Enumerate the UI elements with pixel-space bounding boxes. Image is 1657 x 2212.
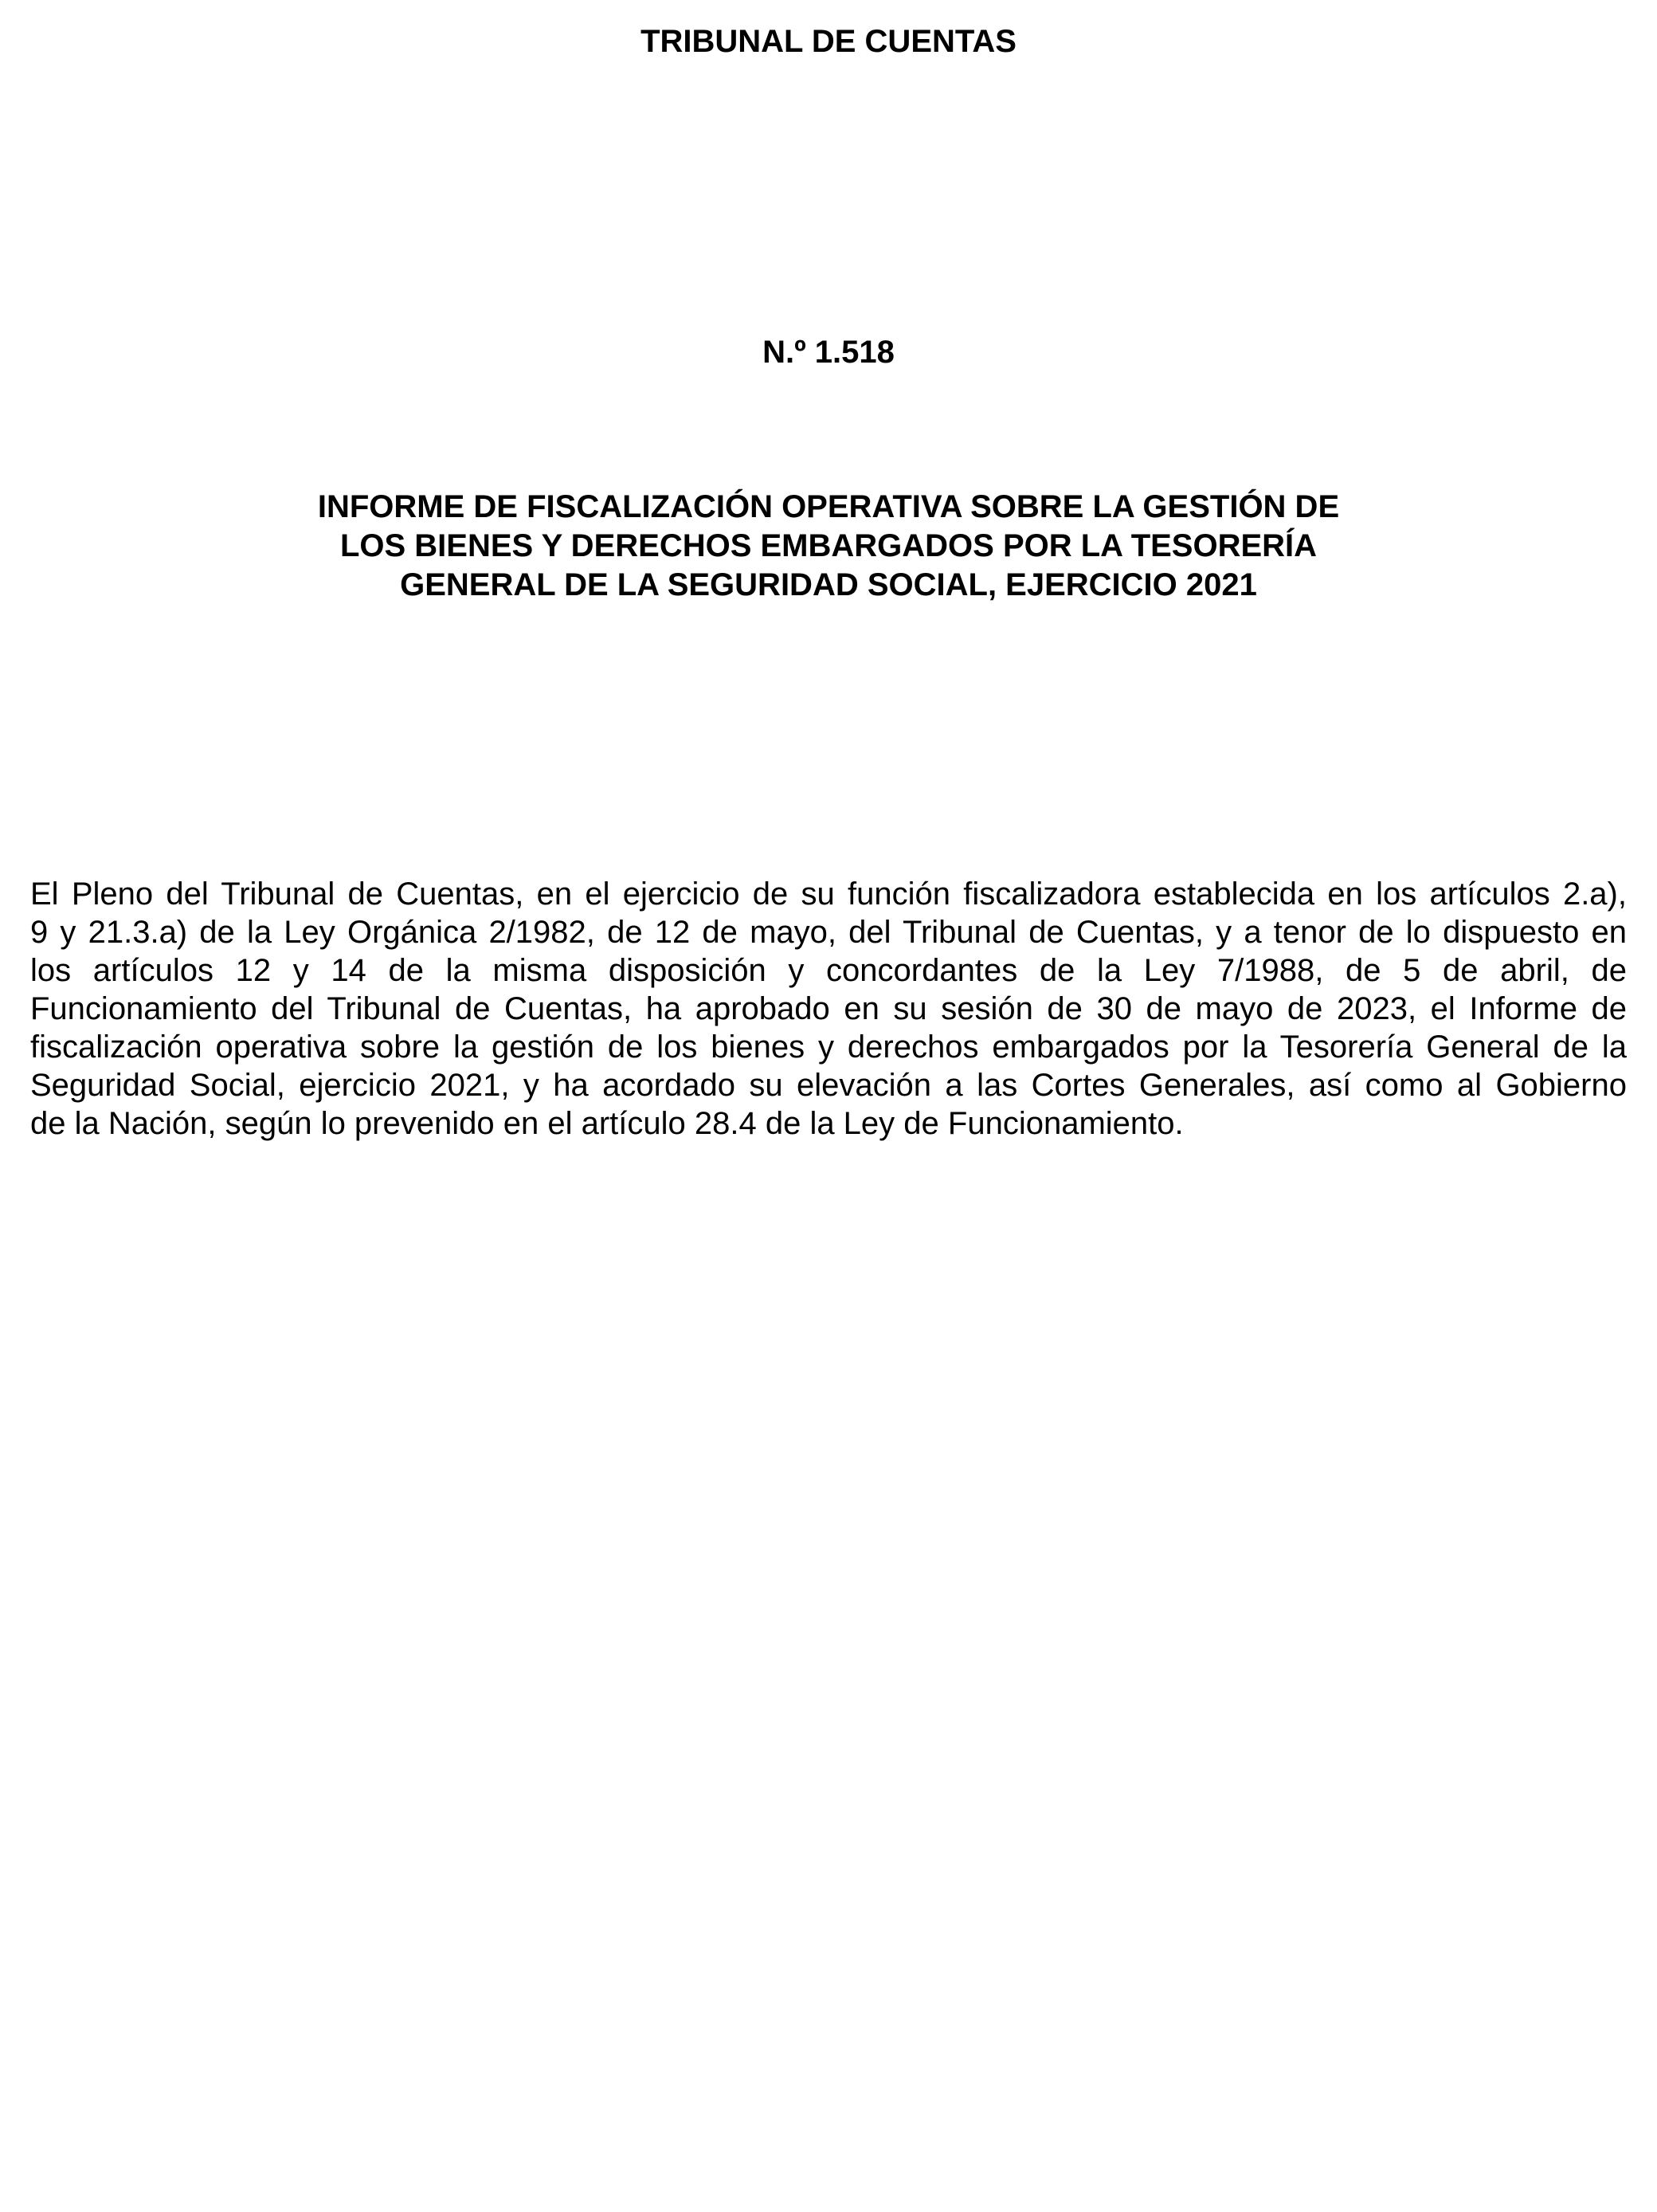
report-title-line: INFORME DE FISCALIZACIÓN OPERATIVA SOBRE LA GESTIÓN DE [317,489,1340,524]
body-paragraph [30,875,1627,1143]
report-number: N.º 1.518 [762,335,895,370]
report-title-line: GENERAL DE LA SEGURIDAD SOCIAL, EJERCICIO 2021 [400,567,1257,602]
body-line: Funcionamiento del Tribunal de Cuentas, ha aprobado en su sesión de 30 de mayo de 2023, el Informe de [30,991,1627,1026]
body-line: 9 y 21.3.a) de la Ley Orgánica 2/1982, de 12 de mayo, del Tribunal de Cuentas, y a tenor de lo dispuesto en [30,915,1627,950]
body-line: El Pleno del Tribunal de Cuentas, en el ejercicio de su función fiscalizadora establecida en los artículos 2.a), [30,877,1627,912]
institution-heading: TRIBUNAL DE CUENTAS [640,24,1017,59]
body-line: Seguridad Social, ejercicio 2021, y ha acordado su elevación a las Cortes Generales, así como al Gobierno [30,1068,1627,1103]
body-line: fiscalización operativa sobre la gestión de los bienes y derechos embargados por la Tesorería General de la [30,1030,1627,1065]
report-title-line: LOS BIENES Y DERECHOS EMBARGADOS POR LA TESORERÍA [339,528,1318,563]
body-line: los artículos 12 y 14 de la misma disposición y concordantes de la Ley 7/1988, de 5 de abril, de [30,953,1627,988]
report-title [0,488,1657,605]
body-line: de la Nación, según lo prevenido en el artículo 28.4 de la Ley de Funcionamiento. [30,1106,1184,1141]
